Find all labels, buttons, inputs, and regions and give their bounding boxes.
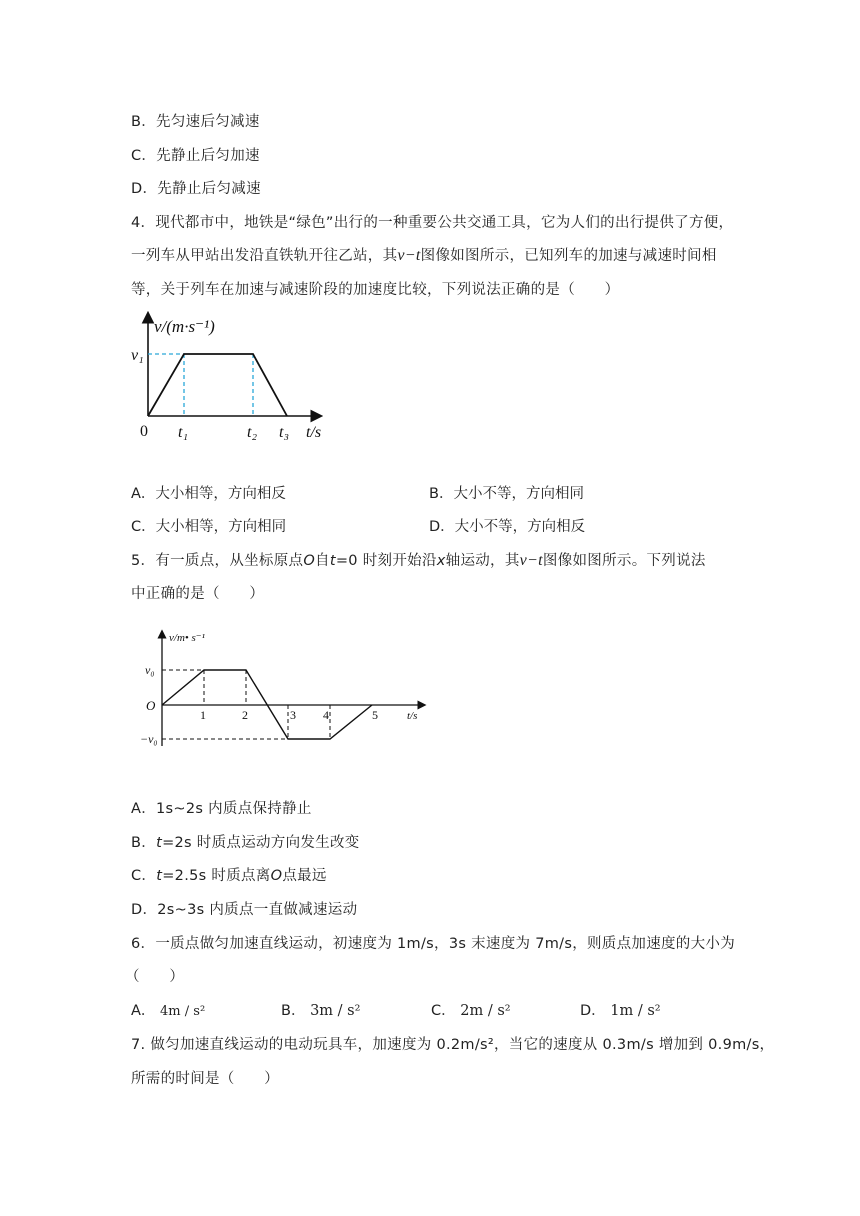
q6-option-c: C． 2m / s² (431, 1003, 511, 1019)
q6-option-d: D． 1m / s² (580, 1003, 661, 1019)
q5-tick-5: 5 (372, 708, 378, 722)
q6-option-b: B． 3m / s² (281, 1003, 361, 1019)
q4-v1-label: v₁ (131, 347, 144, 364)
q4-t1-label: t₁ (178, 424, 189, 441)
q4-velocity-curve (148, 354, 287, 416)
q6-stem-line1: 6．一质点做匀加速直线运动，初速度为 1m/s，3s 末速度为 7m/s，则质点加速度的大小为 (131, 936, 736, 952)
q4-option-a: A．大小相等，方向相反 (131, 486, 286, 502)
q5-tick-1: 1 (200, 708, 206, 722)
q5-stem-line1: 5．有一质点，从坐标原点O自t=0 时刻开始沿x轴运动，其v−t图像如图所示。下列说法 (131, 552, 706, 569)
q5-tick-3: 3 (290, 708, 296, 722)
q4-option-d: D．大小不等，方向相反 (429, 519, 586, 535)
q5-option-d: D．2s~3s 内质点一直做减速运动 (131, 902, 358, 918)
q6-stem-line2: （ ） (125, 969, 185, 985)
q4-x-label: t/s (306, 424, 322, 441)
q3-option-c: C．先静止后匀加速 (131, 148, 260, 164)
q5-option-a: A．1s~2s 内质点保持静止 (131, 801, 312, 817)
q4-y-label: v/(m·s⁻¹) (154, 317, 215, 336)
q4-t2-label: t₂ (247, 424, 258, 441)
q5-y-label: v/m• s⁻¹ (169, 632, 205, 644)
q5-vt-symbol: v−t (519, 552, 543, 569)
q5-stem-line2: 中正确的是（ ） (131, 586, 265, 602)
q7-stem-line2: 所需的时间是（ ） (131, 1071, 279, 1087)
q4-stem-line1: 4．现代都市中，地铁是“绿色”出行的一种重要公共交通工具，它为人们的出行提供了方便， (131, 215, 734, 231)
q5-vt-graph (140, 628, 430, 750)
q3-option-b: B．先匀速后匀减速 (131, 114, 260, 130)
q6-option-a: A． 4m / s² (131, 1003, 206, 1019)
q4-vt-symbol: v−t (397, 247, 421, 264)
q5-v0-label: v₀ (145, 663, 155, 677)
q3-option-d: D．先静止后匀减速 (131, 181, 261, 197)
q7-stem-line1: 7. 做匀加速直线运动的电动玩具车，加速度为 0.2m/s²，当它的速度从 0.3m/s 增加到 0.9m/s， (131, 1037, 775, 1053)
q4-option-b: B．大小不等，方向相同 (429, 486, 584, 502)
q5-option-c: C．t=2.5s 时质点离O点最远 (131, 868, 327, 884)
q5-option-b: B．t=2s 时质点运动方向发生改变 (131, 835, 360, 851)
q5-origin-label: O (146, 698, 156, 713)
q4-option-c: C．大小相等，方向相同 (131, 519, 287, 535)
q5-neg-v0-label: −v₀ (140, 732, 158, 746)
q5-tick-4: 4 (323, 708, 329, 722)
q4-vt-graph (128, 308, 348, 446)
q4-t3-label: t₃ (279, 424, 290, 441)
q4-stem-line2: 一列车从甲站出发沿直铁轨开往乙站，其v−t图像如图所示，已知列车的加速与减速时间相 (131, 247, 717, 264)
q5-x-label: t/s (407, 710, 418, 722)
q4-origin-label: 0 (140, 423, 148, 440)
q4-stem-line3: 等，关于列车在加速与减速阶段的加速度比较，下列说法正确的是（ ） (131, 282, 620, 298)
q5-tick-2: 2 (242, 708, 248, 722)
